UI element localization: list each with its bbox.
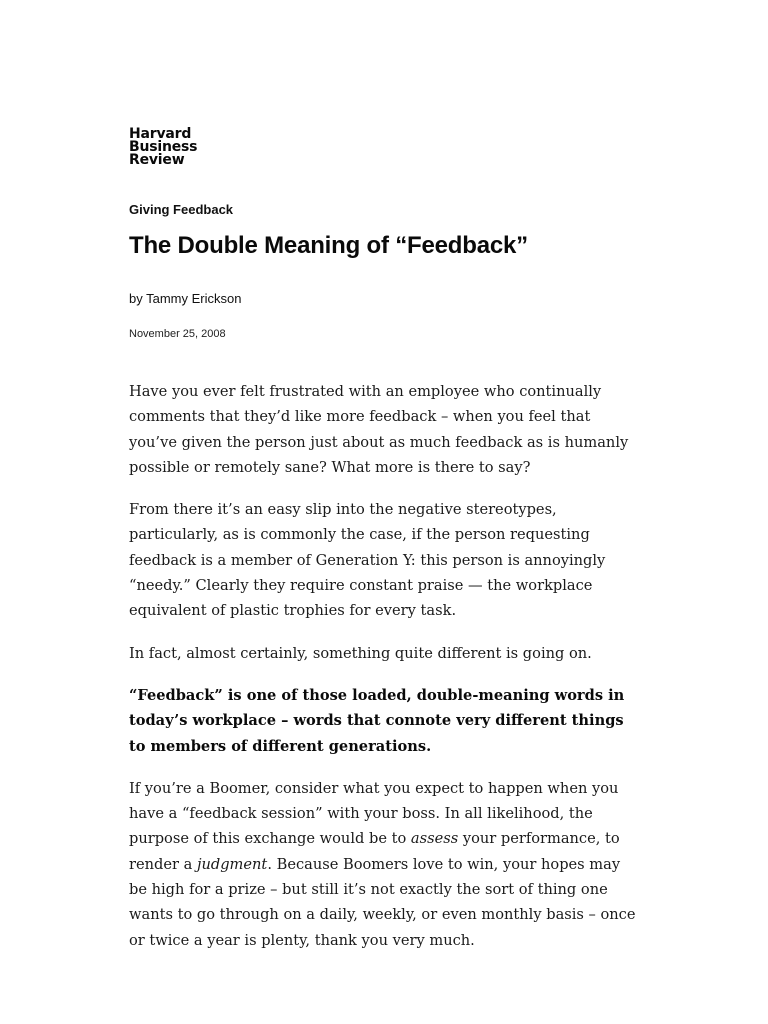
paragraph-5-part-a: If you’re a Boomer, consider what you expect to happen when you have a “feedback session” with your boss. In all likelihood, the purpose of this exchange would be to: [129, 779, 619, 848]
logo-line-1: Harvard: [129, 126, 192, 142]
paragraph-5-part-c: . Because Boomers love to win, your hopes may be high for a prize – but still it’s not exactly the sort of thing one wants to go through on a daily, weekly, or even monthly basis – once or twice a year is plenty, thank you very much.: [129, 855, 636, 949]
bold-paragraph: “Feedback” is one of those loaded, double-meaning words in today’s workplace – words that connote very different things to members of different generations.: [129, 686, 625, 755]
emphasis-judgment: judgment: [196, 855, 268, 873]
paragraph-5: [129, 776, 639, 953]
emphasis-assess: assess: [410, 830, 459, 848]
logo-line-2: Business: [129, 139, 198, 155]
article-title: The Double Meaning of “Feedback”: [129, 232, 528, 259]
publish-date: November 25, 2008: [129, 328, 226, 340]
paragraph-2: From there it’s an easy slip into the negative stereotypes, particularly, as is commonly the case, if the person requesting feedback is a member of Generation Y: this person is annoyingly “needy.” Clearly they require constant praise — the workplace equivalent of plastic trophies for every task.: [129, 501, 606, 620]
paragraph-1: Have you ever felt frustrated with an employee who continually comments that they’d like more feedback – when you feel that you’ve given the person just about as much feedback as is humanly possible or remotely sane? What more is there to say?: [129, 383, 629, 476]
topic-label[interactable]: Giving Feedback: [129, 202, 234, 217]
hbr-logo[interactable]: [129, 128, 197, 167]
byline: by Tammy Erickson: [129, 291, 242, 306]
paragraph-5-part-b: your performance, to render a: [129, 830, 620, 873]
article-body: [129, 379, 639, 970]
logo-line-3: Review: [129, 152, 185, 168]
paragraph-3: In fact, almost certainly, something quite different is going on.: [129, 644, 592, 662]
